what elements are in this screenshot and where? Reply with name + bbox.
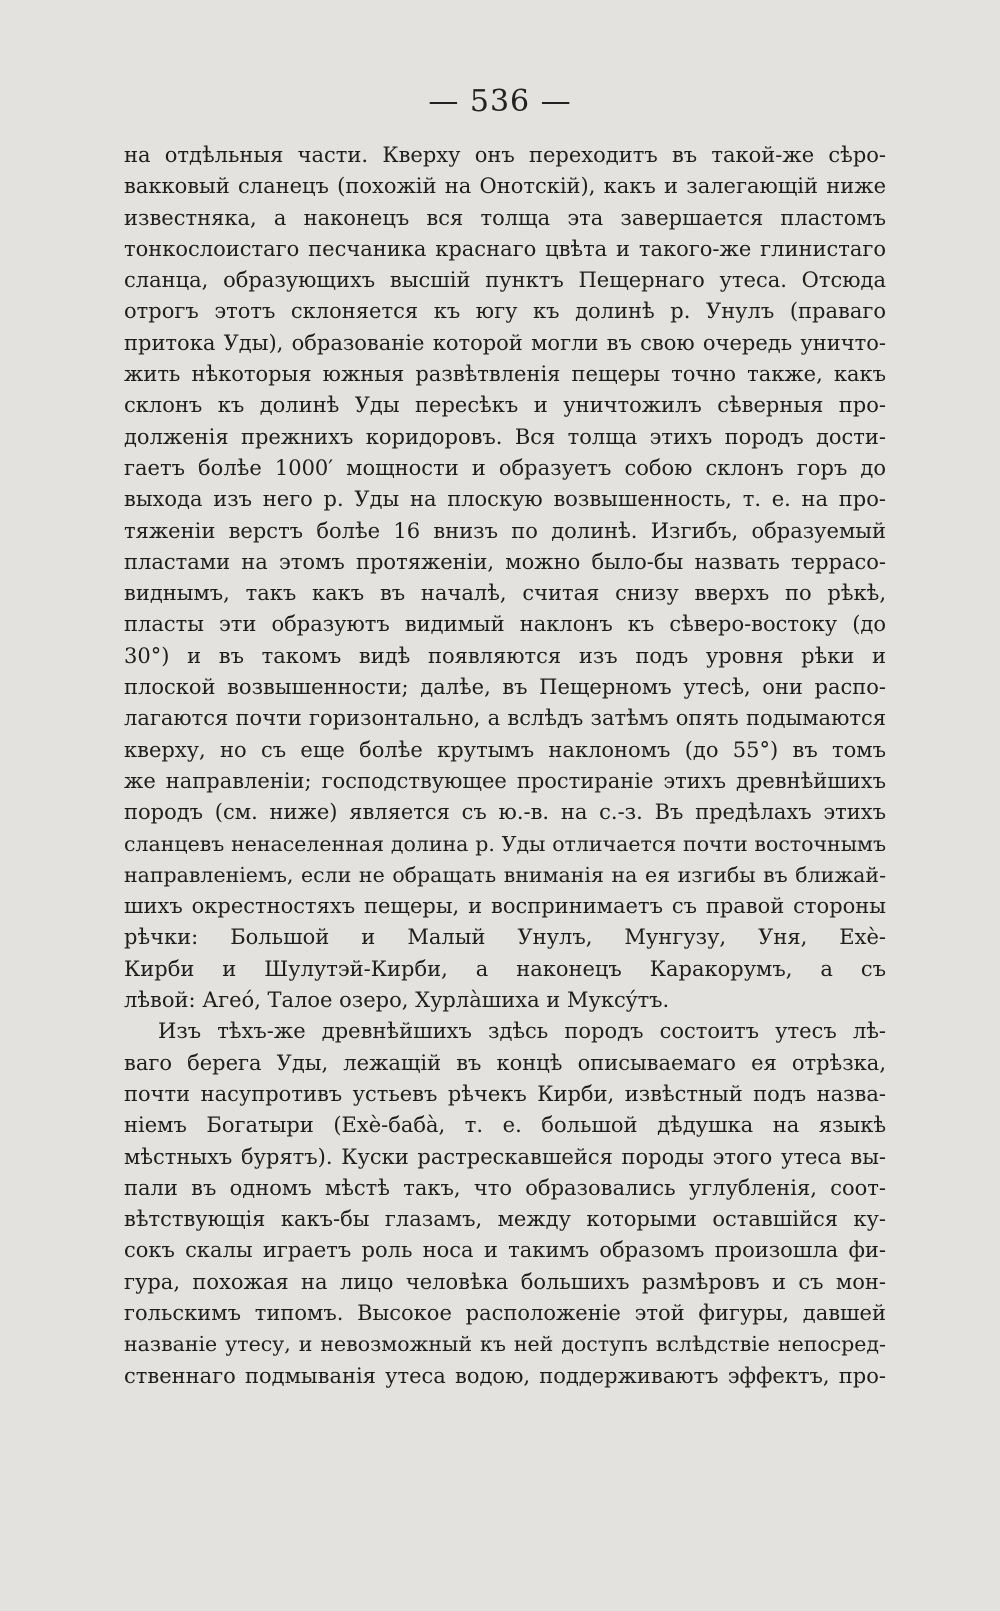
text-line: тяженіи верстъ болѣе 16 внизъ по долинѣ. Изгибъ, образуемый: [124, 518, 886, 543]
body-text: [124, 140, 886, 1392]
text-line: ственнаго подмыванія утеса водою, поддерживаютъ эффектъ, про-: [124, 1363, 886, 1388]
text-line: на отдѣльныя части. Кверху онъ переходитъ въ такой-же сѣро-: [124, 143, 886, 167]
paragraph-start-line: Изъ тѣхъ-же древнѣйшихъ здѣсь породъ состоитъ утесъ лѣ-: [158, 1019, 886, 1044]
text-line: названіе утесу, и невозможный къ ней доступъ вслѣдствіе непосред-: [124, 1332, 886, 1357]
text-line: пали въ одномъ мѣстѣ такъ, что образовались углубленія, соот-: [124, 1175, 886, 1200]
page-number: — 536 —: [428, 84, 572, 119]
text-line: сокъ скалы играетъ роль носа и такимъ образомъ произошла фи-: [124, 1238, 886, 1263]
text-line: мѣстныхъ бурятъ). Куски растрескавшейся породы этого утеса вы-: [124, 1144, 886, 1169]
text-line: лѣвой: Агеó, Талое озеро, Хурлàшиха и Муксýтъ.: [124, 988, 670, 1013]
text-line: склонъ къ долинѣ Уды пересѣкъ и уничтожилъ сѣверныя про-: [124, 393, 886, 418]
text-line: кверху, но съ еще болѣе крутымъ наклономъ (до 55°) въ томъ: [124, 737, 886, 762]
text-line: пласты эти образуютъ видимый наклонъ къ сѣверо-востоку (до: [124, 612, 886, 637]
text-line: 30°) и въ такомъ видѣ появляются изъ подъ уровня рѣки и: [124, 643, 886, 668]
text-line: ніемъ Богатыри (Ехè-бабà, т. е. большой дѣдушка на языкѣ: [124, 1113, 886, 1138]
text-line: почти насупротивъ устьевъ рѣчекъ Кирби, извѣстный подъ назва-: [124, 1081, 886, 1106]
text-line: рѣчки: Большой и Малый Унулъ, Мунгузу, Уня, Ехè-: [124, 925, 886, 950]
text-line: сланца, образующихъ высшій пунктъ Пещернаго утеса. Отсюда: [124, 268, 886, 293]
text-line: выхода изъ него р. Уды на плоскую возвышенность, т. е. на про-: [124, 487, 886, 512]
text-line: Кирби и Шулутэй-Кирби, а наконецъ Каракорумъ, а съ: [124, 956, 886, 981]
text-line: лагаются почти горизонтально, а вслѣдъ затѣмъ опять подымаются: [124, 706, 886, 731]
text-line: гура, похожая на лицо человѣка большихъ размѣровъ и съ мон-: [124, 1269, 886, 1294]
text-line: гольскимъ типомъ. Высокое расположеніе этой фигуры, давшей: [124, 1300, 886, 1325]
text-line: гаетъ болѣе 1000′ мощности и образуетъ собою склонъ горъ до: [124, 455, 886, 480]
text-line: ваго берега Уды, лежащій въ концѣ описываемаго ея отрѣзка,: [124, 1050, 886, 1075]
text-line: известняка, а наконецъ вся толща эта завершается пластомъ: [124, 205, 886, 230]
text-line: притока Уды), образованіе которой могли въ свою очередь уничто-: [124, 330, 886, 355]
text-line: шихъ окрестностяхъ пещеры, и воспринимаетъ съ правой стороны: [124, 894, 886, 919]
text-line: отрогъ этотъ склоняется къ югу къ долинѣ р. Унулъ (праваго: [124, 299, 886, 324]
text-line: сланцевъ ненаселенная долина р. Уды отличается почти восточнымъ: [124, 831, 886, 856]
text-line: пластами на этомъ протяженіи, можно было-бы назвать террасо-: [124, 549, 886, 574]
text-line: породъ (см. ниже) является съ ю.-в. на с.-з. Въ предѣлахъ этихъ: [124, 800, 886, 825]
text-line: жить нѣкоторыя южныя развѣтвленія пещеры точно также, какъ: [124, 362, 886, 387]
text-line: же направленіи; господствующее простираніе этихъ древнѣйшихъ: [124, 768, 886, 793]
text-line: долженія прежнихъ коридоровъ. Вся толща этихъ породъ дости-: [124, 424, 886, 449]
text-line: виднымъ, такъ какъ въ началѣ, считая снизу вверхъ по рѣкѣ,: [124, 581, 886, 606]
text-line: плоской возвышенности; далѣе, въ Пещерномъ утесѣ, они распо-: [124, 675, 886, 700]
text-line: вѣтствующія какъ-бы глазамъ, между которыми оставшійся ку-: [124, 1207, 886, 1232]
text-line: тонкослоистаго песчаника краснаго цвѣта и такого-же глинистаго: [124, 236, 886, 261]
text-line: вакковый сланецъ (похожій на Онотскій), какъ и залегающій ниже: [124, 174, 886, 199]
text-line: направленіемъ, если не обращать вниманія на ея изгибы въ ближай-: [124, 862, 886, 887]
